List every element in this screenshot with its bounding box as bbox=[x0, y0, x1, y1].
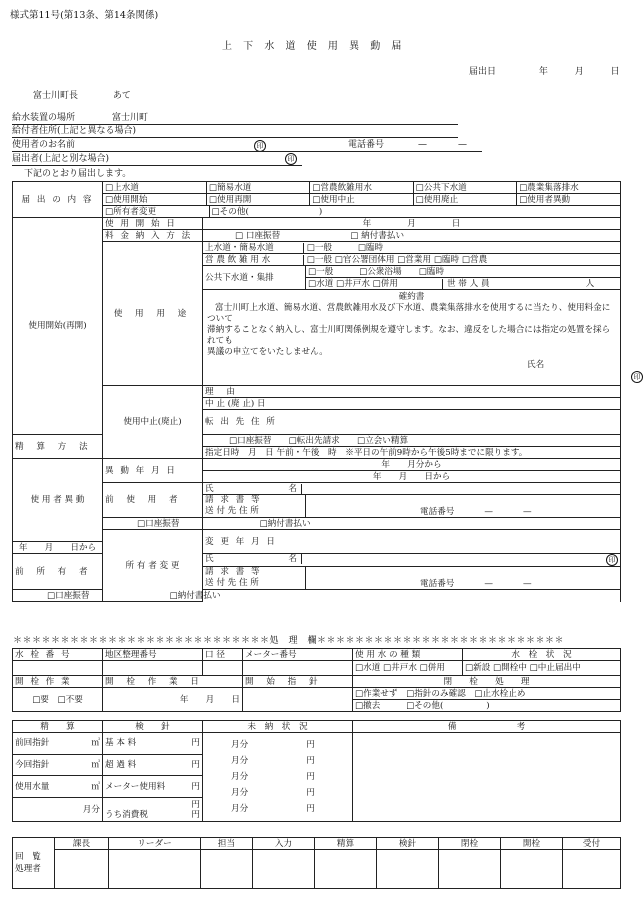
user-change-date-line2[interactable]: 年 月 日から bbox=[203, 471, 621, 483]
phone-dash: — bbox=[458, 140, 467, 150]
approval-stamp-leader[interactable] bbox=[109, 850, 201, 889]
prev-owner-label: 前 所 有 者 bbox=[13, 554, 103, 590]
form-title: 上 下 水 道 使 用 異 動 届 bbox=[222, 41, 406, 52]
user-change-date-line1[interactable]: 年 月分から bbox=[203, 459, 621, 471]
approval-col-reading: 検針 bbox=[377, 838, 439, 850]
water-type-header: 使 用 水 の 種 類 bbox=[353, 649, 463, 661]
month-row[interactable]: 月分 bbox=[13, 798, 103, 822]
settlement-table bbox=[12, 720, 621, 822]
approval-stamp-open[interactable] bbox=[501, 850, 563, 889]
option-user-change[interactable]: □使用者異動 bbox=[519, 194, 571, 205]
prev-user-label: 前 使 用 者 bbox=[103, 483, 203, 518]
sewer-source-options: □水道 □井戸水 □併用 bbox=[308, 278, 398, 289]
use-row-farm-water[interactable]: 営 農 飲 雑 用 水 □一般 □官公署団体用 □営業用 □臨時 □営農 bbox=[203, 254, 621, 266]
settlement-label: 精 算 方 法 bbox=[13, 435, 103, 459]
approval-col-close: 閉栓 bbox=[439, 838, 501, 850]
option-public-sewer[interactable]: □公共下水道 bbox=[413, 182, 516, 193]
start-date-field[interactable]: 年 月 日 bbox=[203, 218, 621, 230]
owner-change-label: 所 有 者 変 更 bbox=[103, 530, 203, 602]
addressee bbox=[33, 92, 131, 101]
date-day-unit: 日 bbox=[610, 67, 620, 77]
option-owner-change[interactable]: □所有者変更 bbox=[103, 206, 209, 217]
seal-mark: 印 bbox=[285, 153, 297, 165]
plug-status-options[interactable]: □新設 □開栓中 □中止届出中 bbox=[463, 661, 621, 676]
processing-banner: ＊＊＊＊＊＊＊＊＊＊＊＊＊＊＊＊＊＊＊＊＊＊＊＊＊＊＊処 理 欄＊＊＊＊＊＊＊＊＊＊＊＊＊＊＊＊＊＊＊＊＊＊＊＊＊＊ bbox=[13, 636, 565, 646]
stop-section-label: 使用中止(廃止) bbox=[103, 386, 203, 459]
date-year-unit: 年 bbox=[538, 67, 548, 77]
option-other[interactable]: □その他( ) bbox=[211, 206, 323, 217]
settle-header: 精 算 bbox=[13, 721, 103, 733]
underline bbox=[12, 151, 482, 152]
close-options-1[interactable]: □作業せず □指針のみ確認 □止水栓止め bbox=[353, 688, 621, 700]
approval-stamp-input[interactable] bbox=[253, 850, 315, 889]
user-change-label: 使 用 者 異 動 bbox=[13, 459, 103, 542]
user-name-label: 使用者のお名前 bbox=[12, 140, 76, 150]
caliber-header: 口 径 bbox=[203, 649, 243, 661]
underline bbox=[12, 124, 458, 125]
pledge-box bbox=[203, 290, 641, 386]
seal-mark: 印 bbox=[631, 371, 643, 383]
notification-date bbox=[469, 68, 620, 77]
prev-user-name[interactable]: 氏 名 bbox=[203, 483, 621, 495]
excess-fee-row[interactable]: 超 過 料 円 bbox=[103, 754, 203, 776]
caliber-field[interactable] bbox=[203, 661, 243, 676]
pledge-text-2: 滞納することなく納入し、富士川町関係例規を遵守します。なお、違反をした場合には指定の処置を採られても bbox=[207, 325, 611, 346]
underline bbox=[12, 137, 458, 138]
meter-number-field[interactable] bbox=[243, 661, 353, 676]
option-start-use[interactable]: □使用開始 bbox=[103, 194, 206, 205]
supply-location-value[interactable]: 富士川町 bbox=[112, 113, 149, 123]
water-volume-row[interactable]: 使用水量 ㎥ bbox=[13, 776, 103, 798]
pledge-title: 確約書 bbox=[398, 292, 425, 302]
sign-label: 氏名 bbox=[527, 360, 545, 370]
approval-stamp-close[interactable] bbox=[439, 850, 501, 889]
main-form-table bbox=[12, 181, 641, 602]
approval-col-leader: リーダー bbox=[109, 838, 201, 850]
underline bbox=[12, 165, 302, 166]
intro-text: 下記のとおり届出します。 bbox=[24, 169, 132, 179]
reading-header: 検 針 bbox=[103, 721, 203, 733]
household-unit: 人 bbox=[585, 278, 595, 289]
use-row-sewer[interactable]: 公共下水道・集排 □一般 □公衆浴場 □臨時 □水道 □井戸水 □併用 世 帯 人 員 人 bbox=[203, 266, 621, 290]
seal-mark: 印 bbox=[606, 554, 618, 566]
notice-grid bbox=[103, 182, 620, 193]
addressee-to: あて bbox=[112, 91, 131, 101]
user-change-date-label: 異 動 年 月 日 bbox=[103, 459, 203, 483]
addressee-name: 富士川町長 bbox=[33, 91, 79, 101]
supply-location-label: 給水装置の場所 bbox=[12, 113, 76, 123]
prev-user-address[interactable]: 請 求 書 等 送 付 先 住 所 電話番号 — — bbox=[203, 495, 621, 518]
approval-col-staff: 担当 bbox=[201, 838, 253, 850]
remarks-field[interactable] bbox=[353, 733, 621, 822]
use-purpose-label: 使 用 用 途 bbox=[103, 242, 203, 386]
plug-status-header: 水 栓 状 況 bbox=[463, 649, 621, 661]
unpaid-status-field[interactable]: 月分 円 月分 円 月分 円 月分 円 月分 円 bbox=[203, 733, 353, 822]
owner-change-date-label: 変 更 年 月 日 bbox=[203, 530, 621, 554]
remarks-header: 備 考 bbox=[353, 721, 621, 733]
pledge-text-1: 富士川町上水道、簡易水道、営農飲雑用水及び下水道、農業集落排水を使用するに当たり、使用料金について bbox=[207, 303, 611, 324]
owner-change-date-line2[interactable]: 年 月 日から bbox=[13, 542, 103, 554]
current-reading-row[interactable]: 今回指針 ㎥ bbox=[13, 754, 103, 776]
water-type-options[interactable]: □水道 □井戸水 □併用 bbox=[353, 661, 463, 676]
stop-reason-label: 理 由 bbox=[203, 386, 621, 398]
basic-fee-row[interactable]: 基 本 料 円 bbox=[103, 733, 203, 755]
option-resume-use[interactable]: □使用再開 bbox=[206, 194, 309, 205]
pledge-text-3: 異議の申立てをいたしません。 bbox=[207, 347, 328, 357]
settlement-options[interactable]: □口座振替 □転出先請求 □立会い精算 bbox=[203, 435, 621, 447]
date-label: 届出日 bbox=[469, 67, 497, 77]
user-unpaid-options-2[interactable]: □口座振替 □納付書払い bbox=[103, 518, 203, 530]
phone-label: 電話番号 bbox=[348, 140, 385, 150]
approval-col-reception: 受付 bbox=[563, 838, 621, 850]
close-options-2[interactable]: □撤去 □その他( ) bbox=[353, 700, 621, 712]
approval-col-manager: 課長 bbox=[55, 838, 109, 850]
approval-table bbox=[12, 837, 621, 889]
area-number-header: 地区整理番号 bbox=[103, 649, 203, 661]
use-row-waterworks[interactable]: 上水道・簡易水道 □一般 □臨時 bbox=[203, 242, 621, 254]
stop-date-label: 中 止 (廃 止) 日 bbox=[203, 398, 621, 410]
notifier-label: 届出者(上記と別な場合) bbox=[12, 154, 110, 164]
seal-mark: 印 bbox=[254, 140, 266, 152]
meter-number-header: メーター番号 bbox=[243, 649, 353, 661]
start-reading-header: 開 始 指 針 bbox=[243, 676, 353, 688]
start-reading-field[interactable] bbox=[243, 688, 353, 712]
option-simple-water[interactable]: □簡易水道 bbox=[206, 182, 309, 193]
payment-method-label: 料 金 納 入 方 法 bbox=[103, 230, 203, 242]
open-date-field[interactable]: 年 月 日 bbox=[103, 688, 243, 712]
approval-col-input: 入力 bbox=[253, 838, 315, 850]
owner-unpaid-options-2[interactable]: □口座振替 □納付書払い bbox=[13, 590, 103, 602]
phone-dash: — bbox=[418, 140, 427, 150]
approval-stamp-manager[interactable] bbox=[55, 850, 109, 889]
consumption-tax-row[interactable]: 円 うち消費税 円 bbox=[103, 798, 203, 822]
close-process-header: 閉 栓 処 理 bbox=[353, 676, 621, 688]
approval-stamp-staff[interactable] bbox=[201, 850, 253, 889]
date-month-unit: 月 bbox=[574, 67, 584, 77]
prev-owner-address[interactable]: 請 求 書 等 送 付 先 住 所 電話番号 — — bbox=[203, 567, 621, 590]
payment-method-options[interactable]: □ 口座振替 □ 納付書払い bbox=[203, 230, 621, 242]
meter-plug-header: 水 栓 番 号 bbox=[13, 649, 103, 661]
option-rural-sewer[interactable]: □農業集落排水 bbox=[519, 182, 579, 193]
office-table bbox=[12, 648, 621, 712]
household-label: 世 帯 人 員 bbox=[442, 279, 490, 289]
open-date-header: 開 栓 作 業 日 bbox=[103, 676, 243, 688]
approval-stamp-settle[interactable] bbox=[315, 850, 377, 889]
prev-owner-name[interactable]: 氏 名 印 bbox=[203, 554, 621, 567]
option-abolish-use[interactable]: □使用廃止 bbox=[413, 194, 516, 205]
start-section-label: 使用開始(再開) bbox=[13, 218, 103, 435]
forward-address-label: 転 出 先 住 所 bbox=[203, 410, 621, 435]
approval-col-settle: 精算 bbox=[315, 838, 377, 850]
meter-fee-row[interactable]: メーター使用料 円 bbox=[103, 776, 203, 798]
owner-address-label: 給付者住所(上記と異なる場合) bbox=[12, 126, 137, 136]
approval-stamp-reception[interactable] bbox=[563, 850, 621, 889]
unpaid-status-header: 未 納 状 況 bbox=[203, 721, 353, 733]
meter-plug-field[interactable] bbox=[13, 661, 103, 676]
prev-reading-row[interactable]: 前回指針 ㎥ bbox=[13, 733, 103, 755]
option-waterworks[interactable]: □上水道 bbox=[103, 182, 206, 193]
approval-col-open: 開栓 bbox=[501, 838, 563, 850]
area-number-field[interactable] bbox=[103, 661, 203, 676]
option-farm-water[interactable]: □営農飲雑用水 bbox=[310, 182, 413, 193]
approval-stamp-reading[interactable] bbox=[377, 850, 439, 889]
form-number: 様式第11号(第13条、第14条関係) bbox=[10, 10, 159, 21]
open-need-options[interactable]: □要 □不要 bbox=[13, 688, 103, 712]
option-stop-use[interactable]: □使用中止 bbox=[310, 194, 413, 205]
open-work-header: 開 栓 作 業 bbox=[13, 676, 103, 688]
notice-label: 届 出 の 内 容 bbox=[13, 182, 103, 218]
approval-label: 回 覧 処理者 bbox=[13, 838, 55, 889]
settlement-time[interactable]: 指定日時 月 日 午前・午後 時 ※平日の午前9時から午後5時までに限ります。 bbox=[203, 447, 621, 459]
start-date-label: 使 用 開 始 日 bbox=[103, 218, 203, 230]
